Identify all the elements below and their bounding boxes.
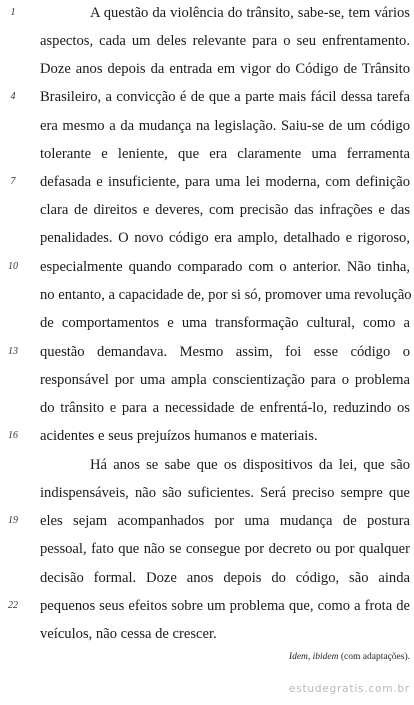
text-line: acidentes e seus prejuízos humanos e materiais. <box>40 428 318 444</box>
source-citation-italic: Idem, ibidem <box>288 652 339 662</box>
line-number: 4 <box>10 91 16 102</box>
text-line: responsável por uma ampla conscientização para o problema <box>40 372 410 388</box>
text-line: aspectos, cada um deles relevante para o seu enfrentamento. <box>40 33 410 49</box>
text-line: decisão formal. Doze anos depois do código, são ainda <box>40 570 410 586</box>
source-citation-rest: (com adaptações). <box>338 652 410 662</box>
text-line: especialmente quando comparado com o anterior. Não tinha, <box>40 259 410 275</box>
text-line: Brasileiro, a convicção é de que a parte mais fácil dessa tarefa <box>40 89 410 105</box>
text-line: veículos, não cessa de crescer. <box>40 626 217 642</box>
text-line: clara de direitos e deveres, com precisão das infrações e das <box>40 202 410 218</box>
text-line: indispensáveis, não são suficientes. Será preciso sempre que <box>40 485 410 501</box>
text-line: eles sejam acompanhados por uma mudança de postura <box>40 513 410 529</box>
line-number: 22 <box>8 600 18 611</box>
site-watermark: estudegratis.com.br <box>288 683 410 695</box>
text-line: penalidades. O novo código era amplo, detalhado e rigoroso, <box>40 230 410 246</box>
line-number: 1 <box>10 7 16 18</box>
line-number: 13 <box>8 346 18 357</box>
text-line: pessoal, fato que não se consegue por decreto ou por qualquer <box>40 541 410 557</box>
text-line: pequenos seus efeitos sobre um problema que, como a frota de <box>40 598 410 614</box>
text-line: era mesmo a da mudança na legislação. Saiu-se de um código <box>40 118 410 134</box>
line-number: 16 <box>8 430 18 441</box>
text-line: no entanto, a capacidade de, por si só, promover uma revolução <box>40 287 412 303</box>
text-line: A questão da violência do trânsito, sabe-se, tem vários <box>90 5 410 21</box>
source-citation <box>289 650 410 664</box>
text-line: Doze anos depois da entrada em vigor do Código de Trânsito <box>40 61 410 77</box>
line-number: 19 <box>8 515 18 526</box>
line-number: 10 <box>8 261 18 272</box>
text-line: do trânsito e para a necessidade de enfrentá-lo, reduzindo os <box>40 400 410 416</box>
text-line: tolerante e leniente, que era claramente uma ferramenta <box>40 146 410 162</box>
line-number: 7 <box>10 176 16 187</box>
text-line: defasada e insuficiente, para uma lei moderna, com definição <box>40 174 410 190</box>
text-line: de comportamentos e uma transformação cultural, como a <box>40 315 410 331</box>
text-line: questão demandava. Mesmo assim, foi esse código o <box>40 344 410 360</box>
text-line: Há anos se sabe que os dispositivos da lei, que são <box>90 457 410 473</box>
